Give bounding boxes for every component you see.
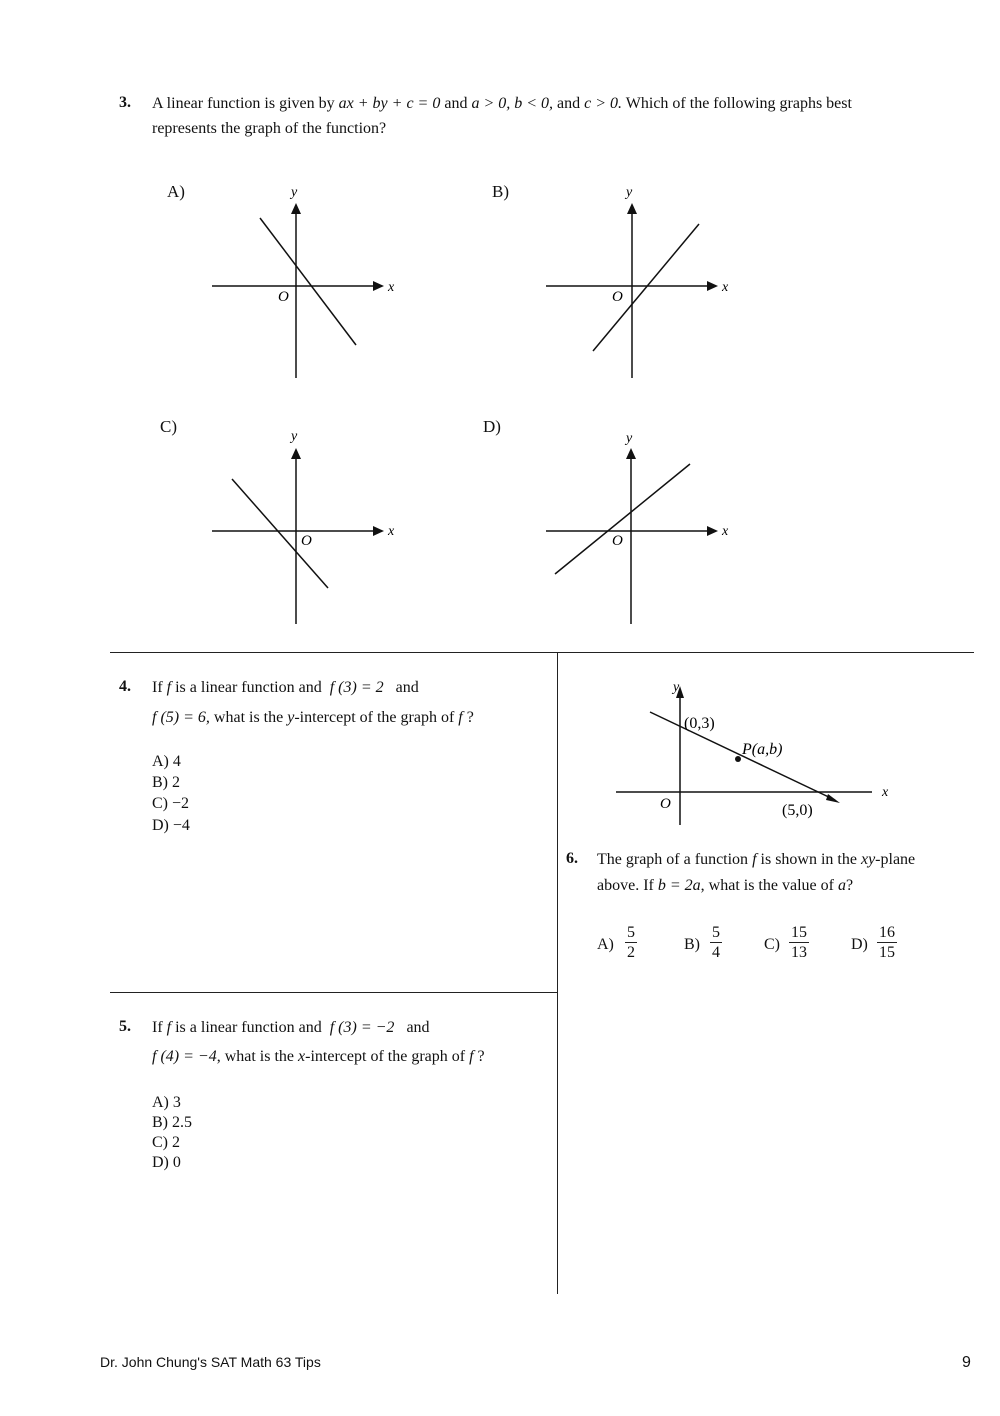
- origin-label: O: [612, 289, 623, 305]
- q4-text-and: and: [395, 679, 419, 696]
- denominator: 13: [791, 944, 807, 961]
- y-axis-arrow: [291, 448, 301, 459]
- point-p-label: P(a,b): [742, 741, 783, 758]
- q4-text-line2: [152, 705, 474, 730]
- q3-option-d-label: D): [483, 417, 501, 436]
- q3-conj2: and: [557, 95, 581, 112]
- y-intercept-label: (0,3): [684, 715, 715, 732]
- x-label: x: [388, 524, 395, 539]
- y-axis-arrow: [626, 448, 636, 459]
- q6-choice-d-label[interactable]: D): [851, 936, 868, 953]
- y-label: y: [291, 185, 298, 200]
- numerator: 16: [879, 924, 895, 941]
- graph-line: [232, 479, 328, 588]
- q6-var-a: a: [837, 877, 846, 894]
- q6-text-shown: is shown in the: [760, 851, 857, 868]
- q3-intro: A linear function is given by: [152, 95, 335, 112]
- q5-choice-a[interactable]: A) 3: [152, 1094, 181, 1111]
- q6-graph: [560, 670, 980, 840]
- denominator: 2: [627, 944, 635, 961]
- q6-text-line2: [597, 873, 853, 898]
- q3-number: 3.: [119, 94, 131, 111]
- q5-text-intercept: -intercept of the graph of: [305, 1048, 466, 1065]
- q6-choice-a-fraction[interactable]: [625, 924, 637, 963]
- q5-qmark: ?: [477, 1048, 485, 1065]
- q5-eq2: f (4) = −4: [152, 1048, 217, 1065]
- y-label: y: [291, 429, 298, 444]
- q6-qmark: ?: [845, 877, 854, 894]
- q4-func-f: f: [166, 679, 172, 696]
- q6-choice-c-label[interactable]: C): [764, 936, 780, 953]
- q5-text-line1: [152, 1015, 430, 1040]
- x-axis-arrow: [373, 281, 384, 291]
- q3-graphs: [0, 0, 1000, 660]
- x-label: x: [882, 785, 889, 800]
- x-label: x: [722, 524, 729, 539]
- q6-text-what: , what is the value of: [700, 877, 834, 894]
- x-intercept-label: (5,0): [782, 802, 813, 819]
- q3-graph-d: [546, 431, 729, 624]
- q6-text-graph: The graph of a function: [597, 851, 749, 868]
- q6-func-f: f: [752, 851, 757, 868]
- q6-number: 6.: [566, 850, 578, 867]
- q5-choice-b[interactable]: B) 2.5: [152, 1114, 192, 1131]
- denominator: 15: [879, 944, 895, 961]
- x-axis-arrow: [707, 281, 718, 291]
- divider-vertical: [557, 652, 558, 1294]
- numerator: 15: [791, 924, 807, 941]
- q5-text-linear: is a linear function and: [175, 1019, 322, 1036]
- origin-label: O: [301, 533, 312, 549]
- q6-choice-a-label[interactable]: A): [597, 936, 614, 953]
- q4-eq2: f (5) = 6,: [152, 709, 210, 726]
- q3-graph-c: [212, 429, 395, 624]
- y-label: y: [673, 680, 680, 695]
- y-label: y: [626, 431, 633, 446]
- q6-choice-b-label[interactable]: B): [684, 936, 700, 953]
- q6-choice-b-fraction[interactable]: [710, 924, 722, 963]
- q3-graph-b: [546, 185, 729, 378]
- q4-text-intercept: -intercept of the graph of: [294, 709, 455, 726]
- q5-number: 5.: [119, 1018, 131, 1035]
- x-label: x: [388, 280, 395, 295]
- q4-choice-d[interactable]: D) −4: [152, 817, 190, 834]
- q4-eq1: f (3) = 2: [329, 679, 384, 696]
- origin-label: O: [660, 796, 671, 812]
- q6-text-line1: [597, 847, 915, 872]
- q3-cond-b: b < 0,: [514, 95, 554, 112]
- line-arrow: [826, 794, 840, 803]
- q6-text-plane: -plane: [875, 851, 916, 868]
- q5-func-f2: f: [469, 1048, 474, 1065]
- x-axis-arrow: [373, 526, 384, 536]
- q3-equation: ax + by + c = 0: [338, 95, 441, 112]
- q5-choice-c[interactable]: C) 2: [152, 1134, 180, 1151]
- q4-choice-a[interactable]: A) 4: [152, 753, 181, 770]
- q4-text-linear: is a linear function and: [175, 679, 322, 696]
- q6-choice-d-fraction[interactable]: [877, 924, 897, 963]
- q6-eq: b = 2a: [657, 877, 701, 894]
- origin-label: O: [278, 289, 289, 305]
- q5-text-and: and: [406, 1019, 430, 1036]
- q3-tail: Which of the following graphs best: [625, 95, 852, 112]
- q4-qmark: ?: [466, 709, 474, 726]
- q5-choice-d[interactable]: D) 0: [152, 1154, 181, 1171]
- q3-conj1: and: [444, 95, 468, 112]
- graph-line: [260, 218, 356, 345]
- q5-func-f: f: [166, 1019, 172, 1036]
- q4-choice-c[interactable]: C) −2: [152, 795, 190, 812]
- y-axis-arrow: [291, 203, 301, 214]
- q4-text-what: what is the: [213, 709, 284, 726]
- q6-var-xy: xy: [860, 851, 876, 868]
- q5-text-what: , what is the: [216, 1048, 295, 1065]
- q4-var-y: y: [287, 709, 295, 726]
- graph-line: [593, 224, 699, 351]
- q3-option-b-label: B): [492, 182, 509, 201]
- q4-text-if: If: [152, 679, 163, 696]
- y-label: y: [626, 185, 633, 200]
- x-axis-arrow: [707, 526, 718, 536]
- page-number: 9: [962, 1354, 971, 1371]
- graph-line: [555, 464, 690, 574]
- q3-cond-c: c > 0.: [584, 95, 623, 112]
- numerator: 5: [712, 924, 720, 941]
- divider-horizontal-left: [110, 992, 557, 993]
- q3-option-c-label: C): [160, 417, 177, 436]
- q5-text-line2: [152, 1044, 485, 1069]
- point-p: [735, 756, 741, 762]
- origin-label: O: [612, 533, 623, 549]
- q4-number: 4.: [119, 678, 131, 695]
- q3-cond-a: a > 0,: [471, 95, 511, 112]
- q6-choice-c-fraction[interactable]: [789, 924, 809, 963]
- divider-horizontal-top: [110, 652, 974, 653]
- q3-graph-a: [212, 185, 395, 378]
- x-label: x: [722, 280, 729, 295]
- q3-option-a-label: A): [167, 182, 185, 201]
- y-axis-arrow: [627, 203, 637, 214]
- q5-eq1: f (3) = −2: [329, 1019, 395, 1036]
- q4-choice-b[interactable]: B) 2: [152, 774, 180, 791]
- denominator: 4: [712, 944, 720, 961]
- q6-text-above: above. If: [597, 877, 654, 894]
- numerator: 5: [627, 924, 635, 941]
- q4-text-line1: [152, 675, 419, 700]
- footer-title: Dr. John Chung's SAT Math 63 Tips: [100, 1354, 321, 1370]
- q5-text-if: If: [152, 1019, 163, 1036]
- q5-var-x: x: [298, 1048, 306, 1065]
- q4-func-f2: f: [458, 709, 463, 726]
- q3-text-line2: represents the graph of the function?: [152, 120, 387, 137]
